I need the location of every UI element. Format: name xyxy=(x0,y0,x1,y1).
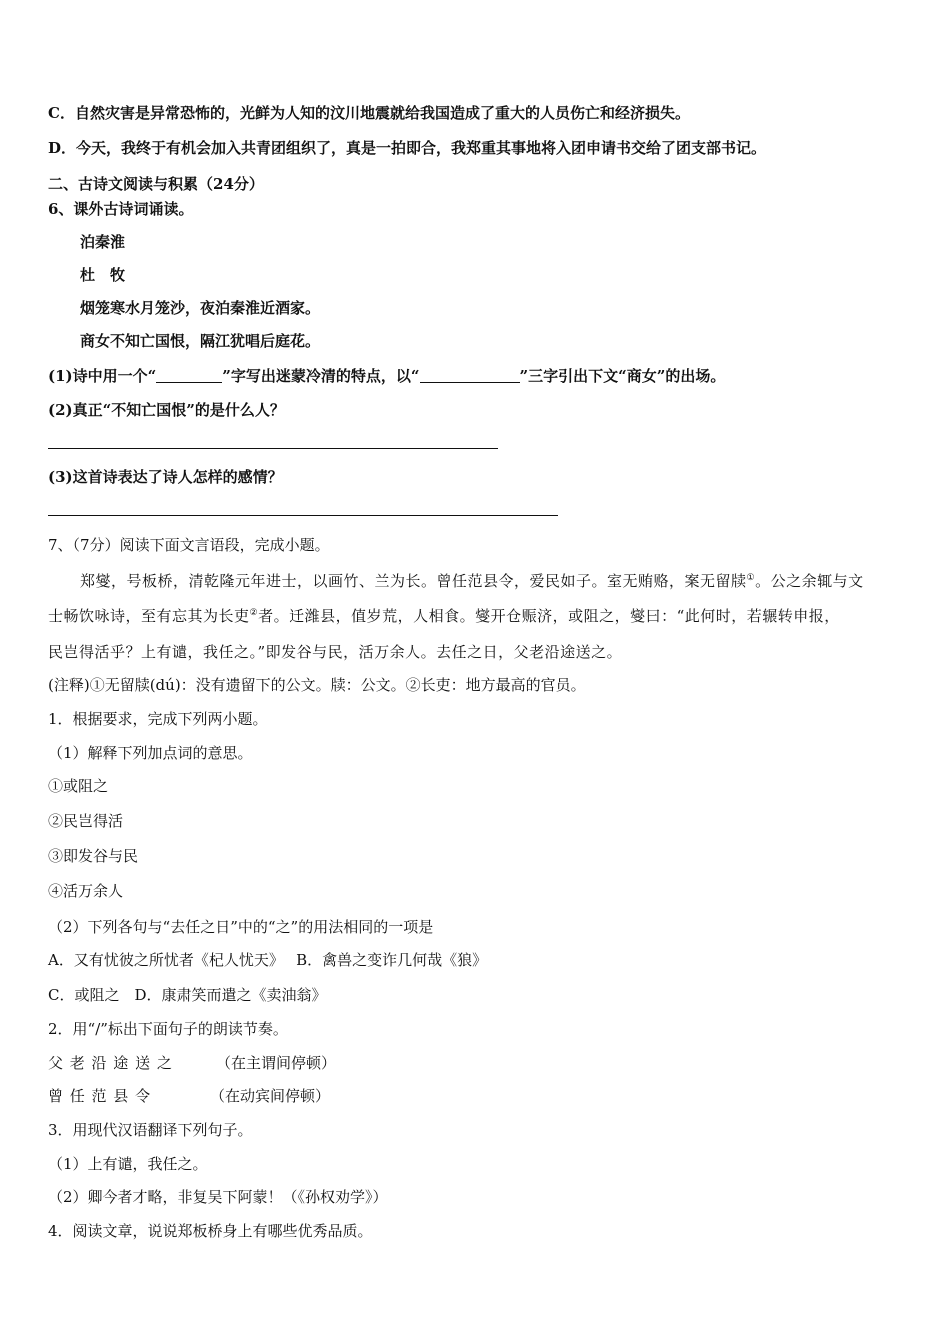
word-item: ①或阻之 xyxy=(48,777,109,795)
task-1-1: （1）解释下列加点词的意思。 xyxy=(48,744,253,762)
passage-notes: (注释)①无留牍(dú)：没有遗留下的公文。牍：公文。②长吏：地方最高的官员。 xyxy=(48,676,586,694)
q6-sub1-part1: (1)诗中用一个“ xyxy=(48,367,157,385)
poem-line-1: 烟笼寒水月笼沙，夜泊秦淮近酒家。 xyxy=(80,299,321,317)
task-3-1: （1）上有谴，我任之。 xyxy=(48,1155,208,1173)
task-1: 1．根据要求，完成下列两小题。 xyxy=(48,710,268,728)
task-2: 2．用“/”标出下面句子的朗读节奏。 xyxy=(48,1020,288,1038)
passage-line-3: 民岂得活乎？上有谴，我任之。”即发谷与民，活万余人。去任之日，父老沿途送之。 xyxy=(48,643,623,661)
rhythm-sentence-1 xyxy=(48,1053,336,1073)
rhythm-hint-1: （在主谓间停顿） xyxy=(216,1054,337,1072)
passage-line-1-b: 。公之余辄与文 xyxy=(755,572,864,590)
word-item: ④活万余人 xyxy=(48,882,124,900)
passage-line-1 xyxy=(80,568,864,591)
rhythm-text-1: 父 老 沿 途 送 之 xyxy=(48,1054,173,1072)
options-ab: A．又有忧彼之所忧者《杞人忧天》 B．禽兽之变诈几何哉《狼》 xyxy=(48,951,488,969)
q6-title: 6、课外古诗词诵读。 xyxy=(48,200,194,218)
note-mark-1: ① xyxy=(746,573,756,583)
word-item: ③即发谷与民 xyxy=(48,847,139,865)
rhythm-text-2: 曾 任 范 县 令 xyxy=(48,1087,152,1105)
passage-line-2-b: 者。迁潍县，值岁荒，人相食。燮开仓赈济，或阻之，燮曰：“此何时，若辗转申报， xyxy=(258,607,840,625)
poem-name: 泊秦淮 xyxy=(80,233,126,251)
answer-line-sub3[interactable] xyxy=(48,515,558,516)
q6-sub3: (3)这首诗表达了诗人怎样的感情？ xyxy=(48,468,283,486)
task-1-2: （2）下列各句与“去任之日”中的“之”的用法相同的一项是 xyxy=(48,918,434,936)
passage-line-1-a: 郑燮，号板桥，清乾隆元年进士，以画竹、兰为长。曾任范县令，爱民如子。室无贿赂，案无留牍 xyxy=(80,572,747,590)
rhythm-sentence-2 xyxy=(48,1086,330,1106)
answer-blank-2[interactable] xyxy=(420,367,520,383)
passage-line-2-a: 士畅饮咏诗，至有忘其为长吏 xyxy=(48,607,250,625)
answer-line-sub2[interactable] xyxy=(48,448,498,449)
poem-line-2: 商女不知亡国恨，隔江犹唱后庭花。 xyxy=(80,332,321,350)
q6-sub1-part3: ”三字引出下文“商女”的出场。 xyxy=(519,367,726,385)
q7-title: 7、（7分）阅读下面文言语段，完成小题。 xyxy=(48,536,330,554)
word-item: ②民岂得活 xyxy=(48,812,124,830)
q6-sub1 xyxy=(48,366,725,386)
q6-sub2: (2)真正“不知亡国恨”的是什么人？ xyxy=(48,401,285,419)
passage-line-2 xyxy=(48,603,840,626)
task-3-2: （2）卿今者才略，非复吴下阿蒙！（《孙权劝学》） xyxy=(48,1188,388,1206)
options-cd: C．或阻之 D．康肃笑而遣之《卖油翁》 xyxy=(48,986,327,1004)
note-mark-2: ② xyxy=(249,608,259,618)
q5-option-d: D．今天，我终于有机会加入共青团组织了，真是一拍即合，我郑重其事地将入团申请书交给了团支部书记。 xyxy=(48,139,767,157)
rhythm-hint-2: （在动宾间停顿） xyxy=(210,1087,331,1105)
task-4: 4．阅读文章，说说郑板桥身上有哪些优秀品质。 xyxy=(48,1222,373,1240)
section2-heading: 二、古诗文阅读与积累（24分） xyxy=(48,175,264,193)
poem-author: 杜 牧 xyxy=(80,266,126,284)
task-3: 3．用现代汉语翻译下列句子。 xyxy=(48,1121,253,1139)
answer-blank-1[interactable] xyxy=(156,367,222,383)
q5-option-c: C．自然灾害是异常恐怖的，光鲜为人知的汶川地震就给我国造成了重大的人员伤亡和经济损失。 xyxy=(48,104,690,122)
q6-sub1-part2: ”字写出迷蒙冷清的特点，以“ xyxy=(222,367,420,385)
